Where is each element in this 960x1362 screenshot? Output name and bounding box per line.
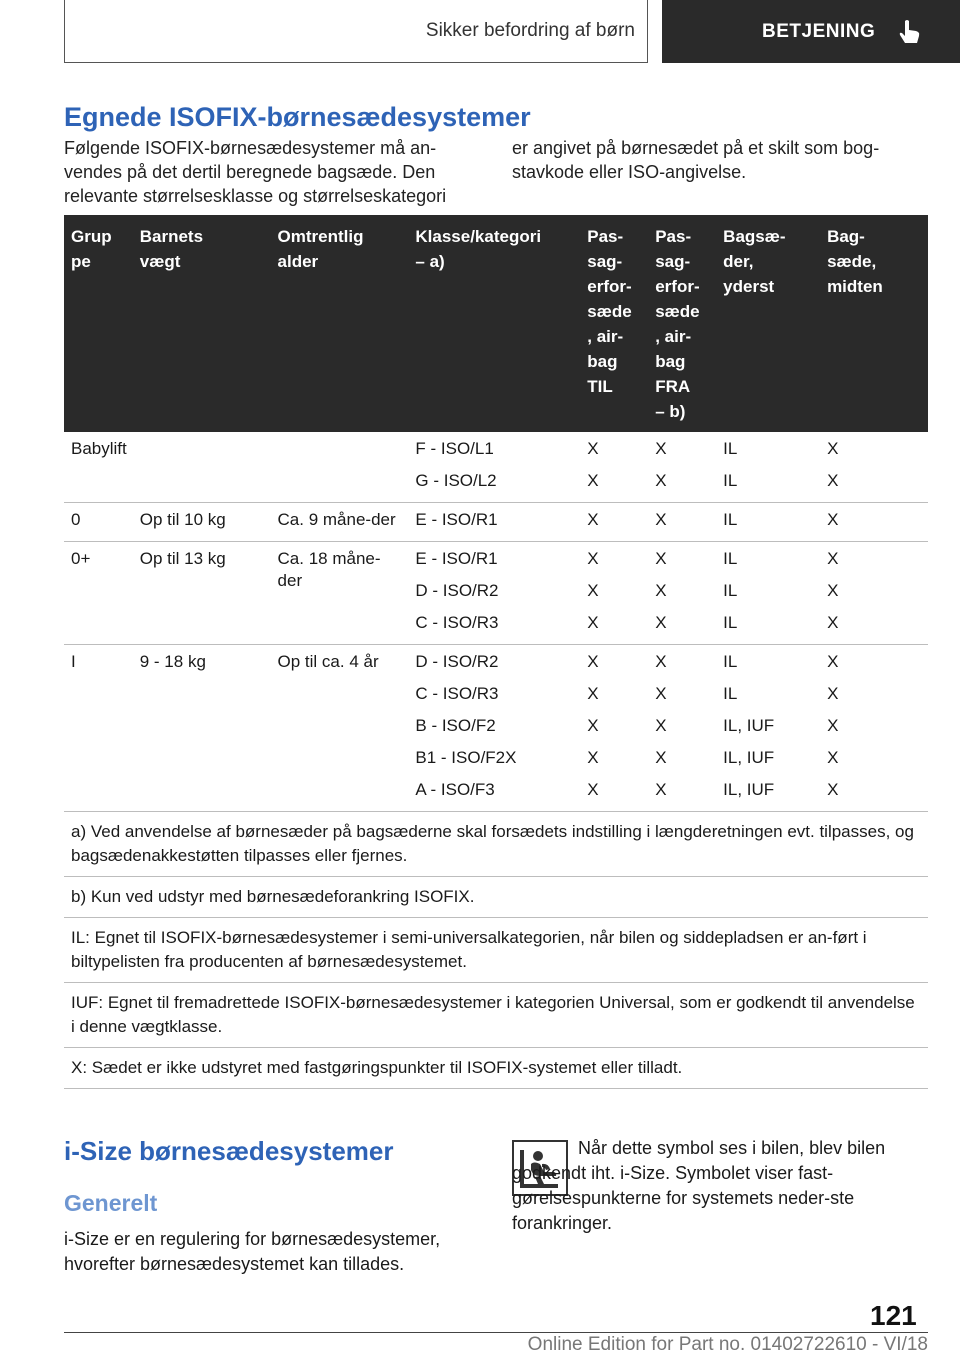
cell-rear-outer-value: IL (723, 471, 738, 490)
table-note-row (64, 877, 928, 918)
col-header-rear-middle: Bag- sæde, midten (820, 215, 928, 432)
cell-rear-middle-value: X (827, 471, 839, 490)
cell-airbag-off-value: X (655, 510, 667, 529)
cell-rear-outer-value: IL (723, 510, 738, 529)
cell-rear-middle (820, 503, 928, 542)
cell-rear-outer-value: IL (723, 652, 738, 671)
footer-edition: Online Edition for Part no. 01402722610 - VI/18 (527, 1334, 928, 1355)
cell-airbag-on-value: X (587, 684, 599, 703)
cell-group: Babylift (64, 432, 133, 503)
cell-airbag-off-value: X (655, 652, 667, 671)
isize-subtitle: Generelt (64, 1190, 158, 1216)
cell-airbag-off-value: X (655, 684, 667, 703)
cell-rear-outer-value: IL, IUF (723, 716, 775, 735)
cell-airbag-off-value: X (655, 748, 667, 767)
cell-airbag-on (580, 503, 648, 542)
cell-age (271, 432, 409, 503)
cell-rear-outer-value: IL (723, 581, 738, 600)
cell-class-value: C - ISO/R3 (415, 684, 499, 703)
cell-rear-middle-value: X (827, 510, 839, 529)
section-label: Sikker befordring af børn (425, 20, 635, 41)
cell-weight: Op til 10 kg (133, 503, 271, 542)
table-row (64, 432, 928, 503)
cell-rear-middle (820, 432, 928, 503)
cell-class-value: G - ISO/L2 (415, 471, 497, 490)
col-header-group: Grup pe (64, 215, 133, 432)
cell-airbag-off-value: X (655, 471, 667, 490)
cell-airbag-on (580, 645, 648, 812)
cell-rear-outer-value: IL (723, 613, 738, 632)
cell-airbag-on-value: X (587, 439, 599, 458)
col-header-class: Klasse/kategori – a) (408, 215, 580, 432)
cell-airbag-off-value: X (655, 439, 667, 458)
hand-pointer-icon (897, 19, 921, 45)
table-note-row (64, 812, 928, 877)
cell-class-value: A - ISO/F3 (415, 780, 495, 799)
col-header-weight: Barnets vægt (133, 215, 271, 432)
cell-airbag-on-value: X (587, 748, 599, 767)
cell-rear-outer (716, 432, 820, 503)
table-row (64, 542, 928, 645)
cell-class (408, 503, 580, 542)
cell-rear-middle-value: X (827, 684, 839, 703)
table-footnote: X: Sædet er ikke udstyret med fastgøringspunkter til ISOFIX-systemet eller tilladt. (64, 1048, 928, 1089)
isize-paragraph-1: i-Size er en regulering for børnesædesystemer, hvorefter børnesædesystemet kan tillades. (64, 1229, 441, 1274)
cell-class-value: C - ISO/R3 (415, 613, 499, 632)
cell-airbag-on (580, 432, 648, 503)
table-row (64, 503, 928, 542)
table-header-row (64, 215, 928, 432)
table-footnote: IL: Egnet til ISOFIX-børnesædesystemer i semi-universalkategorien, når bilen og siddepladsen er an-ført i biltypelisten fra producenten af børnesædesystemet. (64, 918, 928, 983)
cell-airbag-off-value: X (655, 613, 667, 632)
col-header-airbag-off: Pas- sag- erfor- sæde , air- bag FRA – b) (648, 215, 716, 432)
cell-airbag-on-value: X (587, 471, 599, 490)
cell-class-value: D - ISO/R2 (415, 652, 499, 671)
cell-airbag-on-value: X (587, 581, 599, 600)
cell-rear-outer-value: IL, IUF (723, 780, 775, 799)
cell-rear-middle-value: X (827, 439, 839, 458)
cell-rear-outer-value: IL, IUF (723, 748, 775, 767)
cell-group: 0 (64, 503, 133, 542)
col-header-rear-outer: Bagsæ- der, yderst (716, 215, 820, 432)
isize-title: i-Size børnesædesystemer (64, 1136, 394, 1166)
cell-class-value: E - ISO/R1 (415, 549, 498, 568)
cell-airbag-off-value: X (655, 549, 667, 568)
cell-class (408, 645, 580, 812)
cell-airbag-on-value: X (587, 780, 599, 799)
table-note-row (64, 1048, 928, 1089)
cell-class-value: F - ISO/L1 (415, 439, 494, 458)
cell-class-value: B1 - ISO/F2X (415, 748, 517, 767)
col-header-age: Omtrentlig alder (271, 215, 409, 432)
chapter-header (662, 0, 960, 63)
cell-rear-middle-value: X (827, 716, 839, 735)
cell-weight: Op til 13 kg (133, 542, 271, 645)
table-note-row (64, 918, 928, 983)
cell-rear-outer (716, 542, 820, 645)
cell-weight: 9 - 18 kg (133, 645, 271, 812)
cell-airbag-on-value: X (587, 613, 599, 632)
section-header (64, 0, 648, 63)
cell-airbag-off-value: X (655, 581, 667, 600)
cell-rear-outer-value: IL (723, 439, 738, 458)
cell-class (408, 542, 580, 645)
cell-class-value: B - ISO/F2 (415, 716, 496, 735)
cell-class-value: E - ISO/R1 (415, 510, 498, 529)
table-row (64, 645, 928, 812)
cell-rear-outer-value: IL (723, 684, 738, 703)
table-footnote: b) Kun ved udstyr med børnesædeforankring ISOFIX. (64, 877, 928, 918)
isofix-intro-col2: er angivet på børnesædet på et skilt som bog-stavkode eller ISO-angivelse. (512, 138, 880, 182)
cell-group: I (64, 645, 133, 812)
cell-rear-middle-value: X (827, 613, 839, 632)
cell-airbag-on-value: X (587, 510, 599, 529)
cell-weight (133, 432, 271, 503)
cell-rear-outer (716, 645, 820, 812)
cell-group: 0+ (64, 542, 133, 645)
cell-rear-middle-value: X (827, 748, 839, 767)
cell-airbag-on-value: X (587, 549, 599, 568)
cell-age: Ca. 9 måne-der (271, 503, 409, 542)
cell-airbag-off (648, 645, 716, 812)
cell-rear-middle (820, 645, 928, 812)
isofix-title: Egnede ISOFIX-børnesædesystemer (64, 102, 531, 132)
cell-class (408, 432, 580, 503)
cell-airbag-on-value: X (587, 716, 599, 735)
table-note-row (64, 983, 928, 1048)
isize-paragraph-2: Når dette symbol ses i bilen, blev bilen godkendt iht. i-Size. Symbolet viser fast-gørelsespunkterne for systemets neder-ste forankringer. (512, 1138, 886, 1233)
table-footnote: a) Ved anvendelse af børnesæder på bagsæderne skal forsædets indstilling i længderetningen evt. tilpasses, og bagsædenakkestøtten tilpasses eller fjernes. (64, 812, 928, 877)
cell-rear-middle-value: X (827, 549, 839, 568)
page-number: 121 (870, 1300, 917, 1331)
cell-rear-middle (820, 542, 928, 645)
cell-class-value: D - ISO/R2 (415, 581, 499, 600)
cell-age: Op til ca. 4 år (271, 645, 409, 812)
cell-airbag-off (648, 432, 716, 503)
footer-divider (64, 1332, 928, 1333)
cell-rear-outer (716, 503, 820, 542)
cell-airbag-on (580, 542, 648, 645)
cell-airbag-off (648, 503, 716, 542)
cell-rear-outer-value: IL (723, 549, 738, 568)
cell-rear-middle-value: X (827, 652, 839, 671)
cell-rear-middle-value: X (827, 780, 839, 799)
cell-airbag-off-value: X (655, 716, 667, 735)
cell-airbag-off (648, 542, 716, 645)
chapter-label: BETJENING (762, 20, 876, 42)
table-footnote: IUF: Egnet til fremadrettede ISOFIX-børnesædesystemer i kategorien Universal, som er godkendt til anvendelse i denne vægtklasse. (64, 983, 928, 1048)
isofix-table (64, 215, 928, 1089)
isofix-intro-col1: Følgende ISOFIX-børnesædesystemer må an-vendes på det dertil beregnede bagsæde. Den relevante størrelsesklasse og størrelseskategori (64, 138, 447, 206)
col-header-airbag-on: Pas- sag- erfor- sæde , air- bag TIL (580, 215, 648, 432)
cell-rear-middle-value: X (827, 581, 839, 600)
cell-airbag-on-value: X (587, 652, 599, 671)
cell-age: Ca. 18 måne-der (271, 542, 409, 645)
cell-airbag-off-value: X (655, 780, 667, 799)
